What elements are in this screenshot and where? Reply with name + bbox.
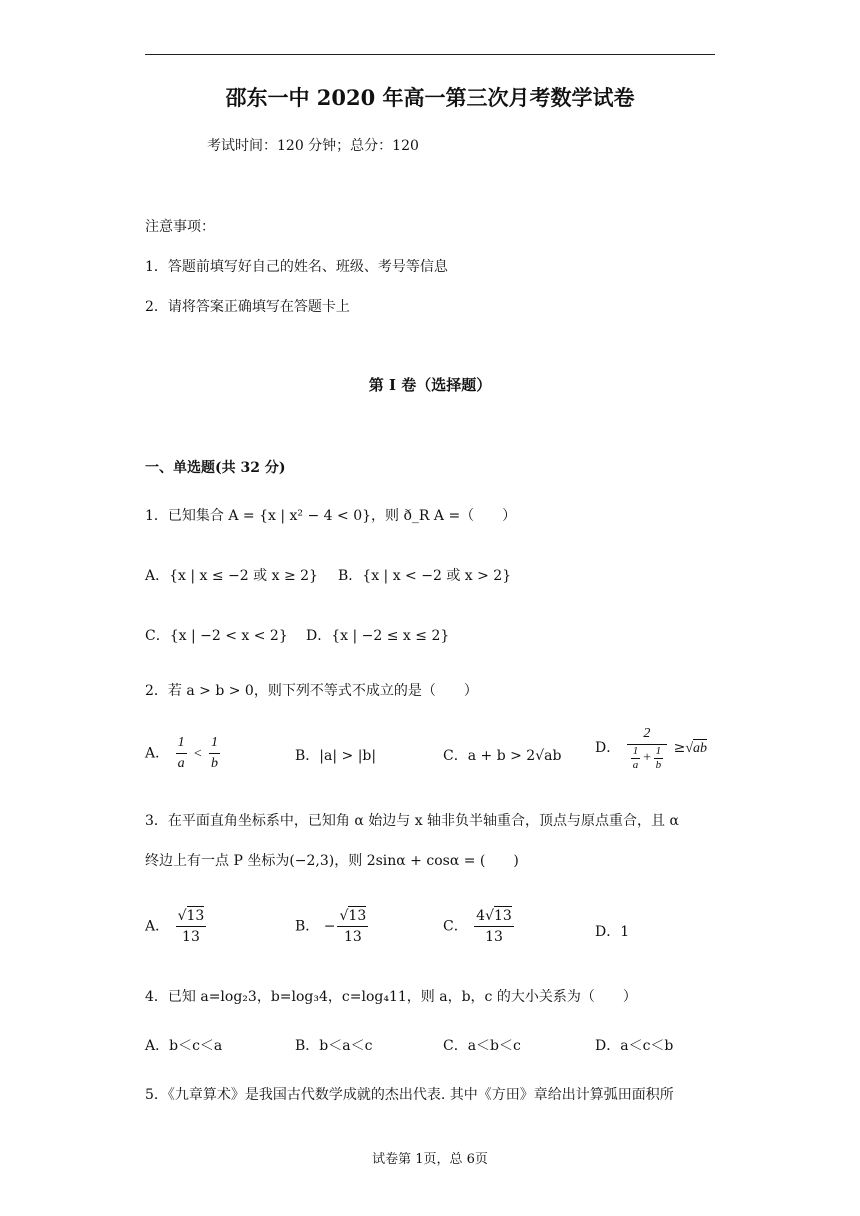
q5-line-1: 5．《九章算术》是我国古代数学成就的杰出代表. 其中《方田》章给出计算弧田面积所 [145,1087,674,1103]
q3-option-d: D．1 [595,924,630,940]
4sqrt13-over-13: $\frac{4√13}{13}$ [476,908,512,945]
q2-option-b: B．|a| > |b| [295,748,377,764]
q4-option-d: D．a＜c＜b [595,1038,674,1054]
note-item-2: 2．请将答案正确填写在答题卡上 [145,299,350,315]
q3-option-b: B． − $\frac{√13}{13}$ [295,908,367,945]
note-item-1: 1．答题前填写好自己的姓名、班级、考号等信息 [145,259,448,275]
q3-line-1: 3．在平面直角坐标系中，已知角 α 始边与 x 轴非负半轴重合，顶点与原点重合，且 α [145,813,679,829]
q1-option-d: D．{x | −2 ≤ x ≤ 2} [306,628,450,644]
q1-option-a: A．{x | x ≤ −2 或 x ≥ 2} [145,568,318,584]
q3-option-c [443,906,516,947]
q3-option-b-label: B． [295,918,320,935]
page-footer: 试卷第 1页，总 6页 [372,1152,488,1167]
q3-option-a-label: A． [145,918,170,935]
part-title: 第 I 卷（选择题） [368,376,492,394]
q2-option-a-label: A． [145,745,170,762]
q2-option-a: A． $\frac{1}{a}$ < $\frac{1}{b}$ [145,733,222,774]
header-rule [145,54,715,55]
q2-option-d-label: D． [595,740,621,756]
q1-option-b: B．{x | x < −2 或 x > 2} [338,568,512,584]
q2-stem: 2．若 a > b > 0，则下列不等式不成立的是（ ） [145,683,478,699]
sqrt13-over-13: $\frac{√13}{13}$ [177,908,205,945]
q1-stem: 1．已知集合 A = {x | x² − 4 < 0}，则 ð_R A =（ ） [145,508,517,524]
q2-option-c: C．a + b > 2√ab [443,748,562,764]
q2-option-d: D． 2 $\frac{1}{a}$ + $\frac{1}{b}$ ≥√ab [595,726,708,771]
section-title: 一、单选题(共 32 分) [145,460,286,476]
fraction-1-over-a: $\frac{1}{a}$ [177,735,185,771]
q4-option-b: B．b＜a＜c [295,1038,373,1054]
q4-stem: 4．已知 a=log₂3，b=log₃4，c=log₄11，则 a，b，c 的大小关系为（ ） [145,989,637,1005]
q4-option-a: A．b＜c＜a [145,1038,223,1054]
q4-option-c: C．a＜b＜c [443,1038,521,1054]
notes-heading: 注意事项： [145,219,215,235]
harmonic-mean-fraction: 2 $\frac{1}{a}$ + $\frac{1}{b}$ [627,724,667,772]
exam-title: 邵东一中 2020 年高一第三次月考数学试卷 [225,85,635,110]
q1-option-c: C．{x | −2 < x < 2} [145,628,288,644]
q3-option-a [145,906,208,947]
q3-option-c-label: C． [443,918,468,935]
fraction-1-over-b: $\frac{1}{b}$ [210,735,218,771]
q3-line-2: 终边上有一点 P 坐标为(−2,3)，则 2sinα + cosα = ( ) [145,853,519,869]
exam-info: 考试时间：120 分钟；总分：120 [207,138,419,154]
neg-sqrt13-over-13: $\frac{√13}{13}$ [339,908,367,945]
